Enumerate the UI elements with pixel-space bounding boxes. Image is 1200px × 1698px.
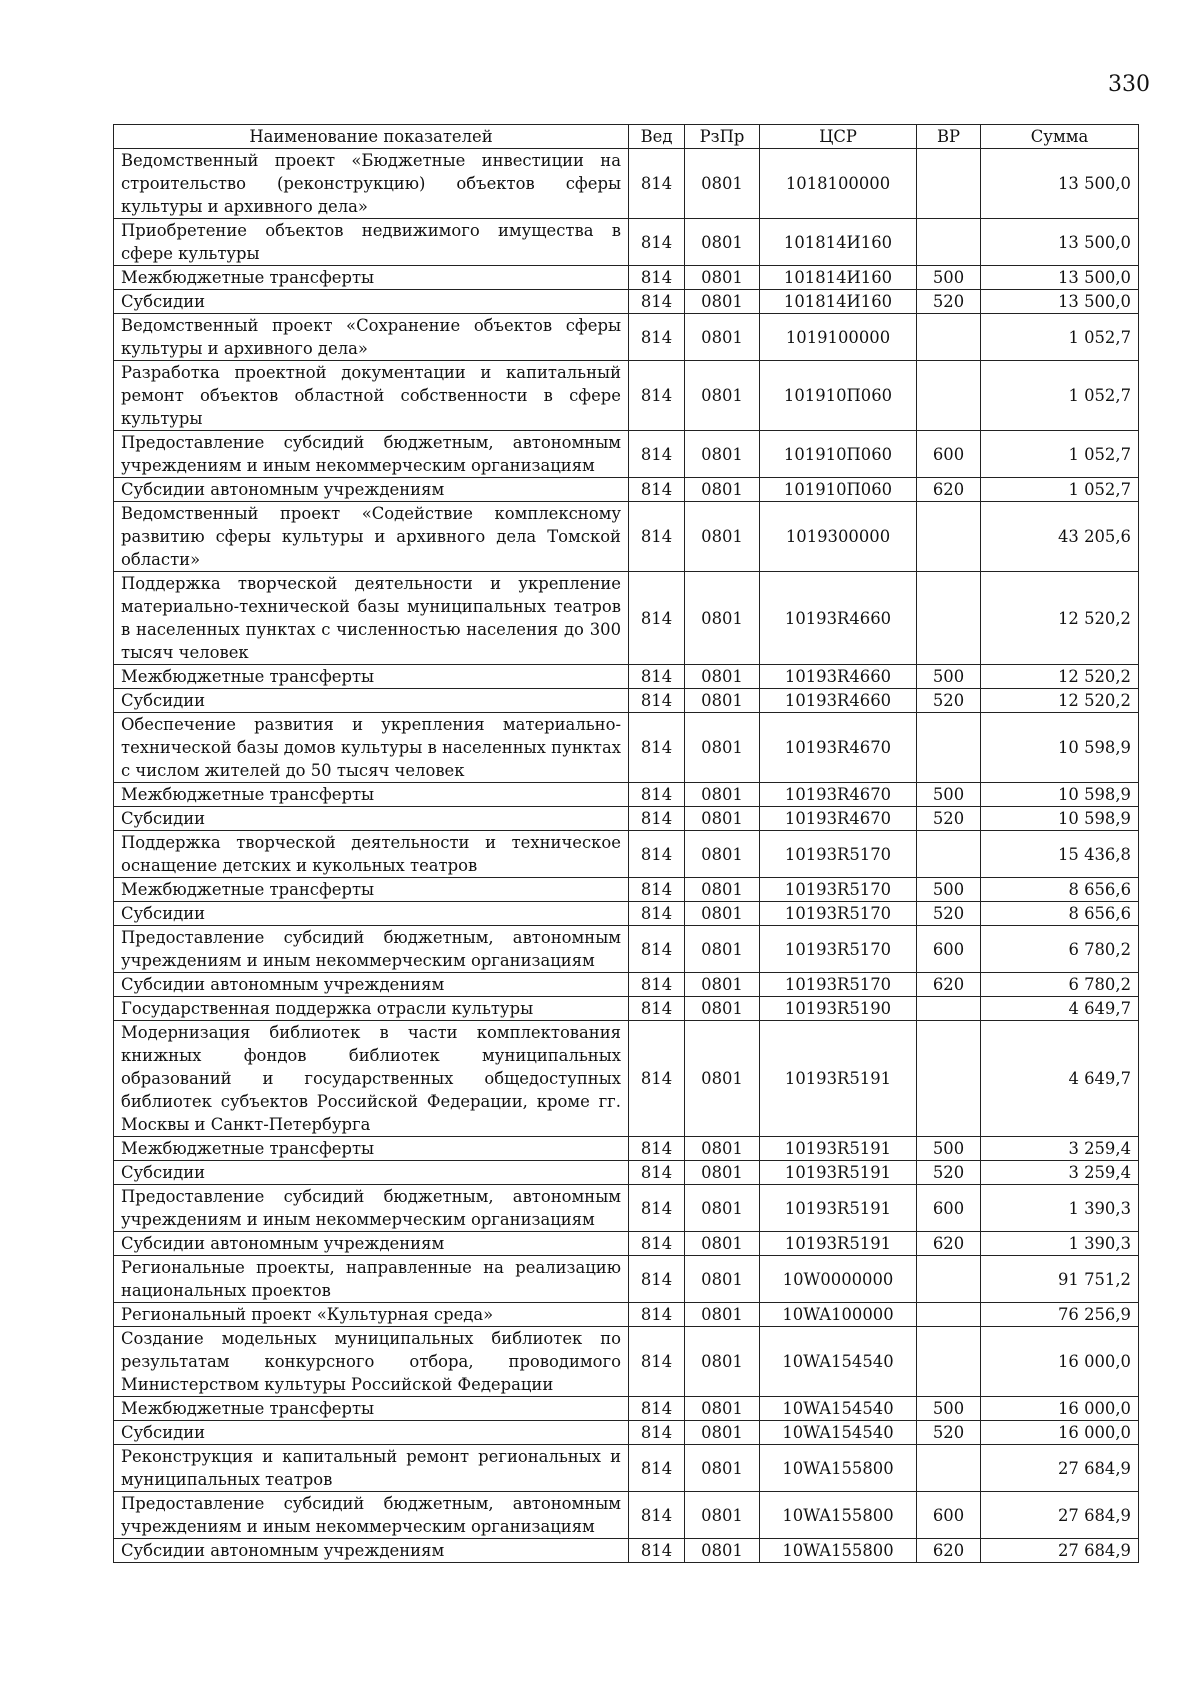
table-row [114, 478, 1139, 502]
header-ved: Вед [629, 125, 685, 149]
cell-sum: 27 684,9 [981, 1492, 1139, 1539]
cell-vr: 500 [917, 783, 981, 807]
cell-sum: 13 500,0 [981, 266, 1139, 290]
cell-vr: 500 [917, 266, 981, 290]
cell-vr: 620 [917, 1539, 981, 1563]
cell-csr: 10193R4670 [760, 807, 917, 831]
cell-name: Субсидии автономным учреждениям [114, 478, 629, 502]
cell-name: Государственная поддержка отрасли культуры [114, 997, 629, 1021]
cell-ved: 814 [629, 149, 685, 219]
cell-rzpr: 0801 [685, 1232, 760, 1256]
cell-ved: 814 [629, 831, 685, 878]
cell-name: Поддержка творческой деятельности и укрепление материально-технической базы муниципальных театров в населенных пунктах с численностью населения до 300 тысяч человек [114, 572, 629, 665]
cell-vr [917, 713, 981, 783]
table-row [114, 1232, 1139, 1256]
cell-rzpr: 0801 [685, 783, 760, 807]
cell-vr [917, 831, 981, 878]
cell-vr [917, 361, 981, 431]
table-row [114, 1161, 1139, 1185]
table-row [114, 572, 1139, 665]
cell-rzpr: 0801 [685, 997, 760, 1021]
table-row [114, 314, 1139, 361]
cell-rzpr: 0801 [685, 713, 760, 783]
cell-vr [917, 1327, 981, 1397]
cell-name: Межбюджетные трансферты [114, 878, 629, 902]
header-rzpr: РзПр [685, 125, 760, 149]
table-row [114, 1421, 1139, 1445]
cell-sum: 1 052,7 [981, 314, 1139, 361]
cell-sum: 1 052,7 [981, 431, 1139, 478]
cell-sum: 4 649,7 [981, 997, 1139, 1021]
cell-vr [917, 572, 981, 665]
cell-sum: 27 684,9 [981, 1539, 1139, 1563]
cell-name: Региональный проект «Культурная среда» [114, 1303, 629, 1327]
cell-vr: 600 [917, 1492, 981, 1539]
cell-csr: 101814И160 [760, 290, 917, 314]
cell-name: Субсидии [114, 689, 629, 713]
table-row [114, 266, 1139, 290]
cell-ved: 814 [629, 902, 685, 926]
cell-rzpr: 0801 [685, 149, 760, 219]
cell-rzpr: 0801 [685, 1421, 760, 1445]
cell-vr: 520 [917, 902, 981, 926]
cell-ved: 814 [629, 1161, 685, 1185]
cell-name: Субсидии [114, 902, 629, 926]
cell-rzpr: 0801 [685, 902, 760, 926]
table-row [114, 783, 1139, 807]
cell-vr: 500 [917, 878, 981, 902]
page-number: 330 [1108, 72, 1150, 97]
cell-csr: 10193R5170 [760, 926, 917, 973]
cell-sum: 10 598,9 [981, 783, 1139, 807]
cell-rzpr: 0801 [685, 290, 760, 314]
cell-sum: 43 205,6 [981, 502, 1139, 572]
table-row [114, 219, 1139, 266]
cell-csr: 1019300000 [760, 502, 917, 572]
table-row [114, 1327, 1139, 1397]
cell-csr: 10WA154540 [760, 1397, 917, 1421]
cell-vr: 500 [917, 1397, 981, 1421]
cell-sum: 27 684,9 [981, 1445, 1139, 1492]
cell-rzpr: 0801 [685, 219, 760, 266]
cell-ved: 814 [629, 973, 685, 997]
cell-csr: 10WA155800 [760, 1492, 917, 1539]
cell-vr: 600 [917, 926, 981, 973]
cell-sum: 6 780,2 [981, 926, 1139, 973]
cell-rzpr: 0801 [685, 973, 760, 997]
cell-ved: 814 [629, 1232, 685, 1256]
table-row [114, 1539, 1139, 1563]
cell-rzpr: 0801 [685, 1303, 760, 1327]
cell-sum: 1 390,3 [981, 1185, 1139, 1232]
cell-vr [917, 149, 981, 219]
cell-rzpr: 0801 [685, 314, 760, 361]
cell-sum: 12 520,2 [981, 665, 1139, 689]
cell-ved: 814 [629, 431, 685, 478]
cell-csr: 10193R4660 [760, 689, 917, 713]
cell-sum: 8 656,6 [981, 902, 1139, 926]
table-row [114, 502, 1139, 572]
cell-rzpr: 0801 [685, 361, 760, 431]
cell-csr: 10193R4670 [760, 713, 917, 783]
cell-name: Модернизация библиотек в части комплектования книжных фондов библиотек муниципальных образований и государственных общедоступных библиотек субъектов Российской Федерации, кроме гг. Москвы и Санкт-Петербурга [114, 1021, 629, 1137]
cell-rzpr: 0801 [685, 1161, 760, 1185]
table-row [114, 1137, 1139, 1161]
cell-sum: 15 436,8 [981, 831, 1139, 878]
cell-ved: 814 [629, 266, 685, 290]
cell-rzpr: 0801 [685, 1021, 760, 1137]
cell-ved: 814 [629, 689, 685, 713]
header-name: Наименование показателей [114, 125, 629, 149]
cell-sum: 12 520,2 [981, 572, 1139, 665]
table-row [114, 1397, 1139, 1421]
cell-name: Ведомственный проект «Содействие комплексному развитию сферы культуры и архивного дела Томской области» [114, 502, 629, 572]
cell-sum: 12 520,2 [981, 689, 1139, 713]
cell-ved: 814 [629, 290, 685, 314]
cell-name: Предоставление субсидий бюджетным, автономным учреждениям и иным некоммерческим организациям [114, 926, 629, 973]
cell-name: Региональные проекты, направленные на реализацию национальных проектов [114, 1256, 629, 1303]
cell-sum: 10 598,9 [981, 807, 1139, 831]
cell-name: Предоставление субсидий бюджетным, автономным учреждениям и иным некоммерческим организациям [114, 1492, 629, 1539]
cell-ved: 814 [629, 1492, 685, 1539]
cell-rzpr: 0801 [685, 1256, 760, 1303]
table-row [114, 1256, 1139, 1303]
cell-ved: 814 [629, 1397, 685, 1421]
cell-ved: 814 [629, 997, 685, 1021]
cell-sum: 1 390,3 [981, 1232, 1139, 1256]
table-row [114, 665, 1139, 689]
cell-csr: 1018100000 [760, 149, 917, 219]
cell-ved: 814 [629, 1539, 685, 1563]
cell-csr: 10193R4660 [760, 572, 917, 665]
cell-vr [917, 1256, 981, 1303]
table-row [114, 1492, 1139, 1539]
cell-sum: 16 000,0 [981, 1327, 1139, 1397]
cell-ved: 814 [629, 1137, 685, 1161]
table-row [114, 1445, 1139, 1492]
header-vr: ВР [917, 125, 981, 149]
cell-rzpr: 0801 [685, 266, 760, 290]
cell-ved: 814 [629, 1256, 685, 1303]
cell-ved: 814 [629, 572, 685, 665]
cell-vr [917, 219, 981, 266]
cell-csr: 10WA154540 [760, 1421, 917, 1445]
cell-sum: 4 649,7 [981, 1021, 1139, 1137]
cell-sum: 6 780,2 [981, 973, 1139, 997]
table-row [114, 878, 1139, 902]
cell-csr: 10WA100000 [760, 1303, 917, 1327]
cell-ved: 814 [629, 1445, 685, 1492]
cell-rzpr: 0801 [685, 1185, 760, 1232]
cell-name: Межбюджетные трансферты [114, 1137, 629, 1161]
cell-vr: 620 [917, 973, 981, 997]
cell-csr: 10193R4660 [760, 665, 917, 689]
cell-csr: 10193R5170 [760, 878, 917, 902]
cell-ved: 814 [629, 1021, 685, 1137]
cell-csr: 10WA155800 [760, 1445, 917, 1492]
cell-csr: 10W0000000 [760, 1256, 917, 1303]
cell-name: Разработка проектной документации и капитальный ремонт объектов областной собственности в сфере культуры [114, 361, 629, 431]
table-row [114, 926, 1139, 973]
cell-sum: 13 500,0 [981, 149, 1139, 219]
cell-rzpr: 0801 [685, 1137, 760, 1161]
cell-rzpr: 0801 [685, 926, 760, 973]
table-row [114, 1021, 1139, 1137]
cell-csr: 10193R5170 [760, 902, 917, 926]
table-row [114, 689, 1139, 713]
cell-csr: 101910П060 [760, 361, 917, 431]
table-row [114, 1185, 1139, 1232]
cell-ved: 814 [629, 1421, 685, 1445]
table-row [114, 290, 1139, 314]
cell-vr: 520 [917, 689, 981, 713]
cell-sum: 3 259,4 [981, 1137, 1139, 1161]
cell-csr: 10WA155800 [760, 1539, 917, 1563]
cell-name: Межбюджетные трансферты [114, 665, 629, 689]
cell-vr: 520 [917, 1161, 981, 1185]
cell-rzpr: 0801 [685, 878, 760, 902]
cell-name: Субсидии [114, 807, 629, 831]
cell-rzpr: 0801 [685, 1327, 760, 1397]
cell-csr: 1019100000 [760, 314, 917, 361]
cell-rzpr: 0801 [685, 807, 760, 831]
cell-name: Ведомственный проект «Бюджетные инвестиции на строительство (реконструкцию) объектов сферы культуры и архивного дела» [114, 149, 629, 219]
cell-rzpr: 0801 [685, 502, 760, 572]
cell-csr: 101910П060 [760, 478, 917, 502]
table-row [114, 973, 1139, 997]
cell-vr [917, 502, 981, 572]
cell-vr: 520 [917, 290, 981, 314]
cell-sum: 1 052,7 [981, 478, 1139, 502]
cell-rzpr: 0801 [685, 689, 760, 713]
cell-ved: 814 [629, 783, 685, 807]
cell-name: Обеспечение развития и укрепления материально-технической базы домов культуры в населенных пунктах с числом жителей до 50 тысяч человек [114, 713, 629, 783]
cell-ved: 814 [629, 807, 685, 831]
table-row [114, 997, 1139, 1021]
cell-sum: 13 500,0 [981, 219, 1139, 266]
cell-vr [917, 997, 981, 1021]
cell-name: Ведомственный проект «Сохранение объектов сферы культуры и архивного дела» [114, 314, 629, 361]
table-row [114, 902, 1139, 926]
cell-vr [917, 1445, 981, 1492]
cell-rzpr: 0801 [685, 1445, 760, 1492]
cell-ved: 814 [629, 219, 685, 266]
table-row [114, 361, 1139, 431]
cell-rzpr: 0801 [685, 1397, 760, 1421]
cell-sum: 91 751,2 [981, 1256, 1139, 1303]
cell-vr: 600 [917, 1185, 981, 1232]
cell-csr: 10193R5170 [760, 973, 917, 997]
cell-ved: 814 [629, 1327, 685, 1397]
cell-csr: 10193R5190 [760, 997, 917, 1021]
table-row [114, 431, 1139, 478]
cell-sum: 16 000,0 [981, 1421, 1139, 1445]
cell-rzpr: 0801 [685, 831, 760, 878]
cell-name: Субсидии [114, 1161, 629, 1185]
cell-vr: 500 [917, 1137, 981, 1161]
cell-vr [917, 1303, 981, 1327]
cell-ved: 814 [629, 926, 685, 973]
cell-sum: 8 656,6 [981, 878, 1139, 902]
budget-table [113, 124, 1139, 1563]
cell-name: Предоставление субсидий бюджетным, автономным учреждениям и иным некоммерческим организациям [114, 1185, 629, 1232]
cell-name: Поддержка творческой деятельности и техническое оснащение детских и кукольных театров [114, 831, 629, 878]
table-row [114, 807, 1139, 831]
cell-vr: 520 [917, 807, 981, 831]
table-row [114, 713, 1139, 783]
cell-rzpr: 0801 [685, 1539, 760, 1563]
cell-sum: 3 259,4 [981, 1161, 1139, 1185]
cell-rzpr: 0801 [685, 478, 760, 502]
cell-vr: 620 [917, 1232, 981, 1256]
cell-name: Субсидии автономным учреждениям [114, 973, 629, 997]
header-sum: Сумма [981, 125, 1139, 149]
cell-name: Предоставление субсидий бюджетным, автономным учреждениям и иным некоммерческим организациям [114, 431, 629, 478]
cell-ved: 814 [629, 361, 685, 431]
cell-csr: 10193R5191 [760, 1137, 917, 1161]
cell-csr: 10193R5191 [760, 1185, 917, 1232]
cell-ved: 814 [629, 1185, 685, 1232]
cell-name: Приобретение объектов недвижимого имущества в сфере культуры [114, 219, 629, 266]
cell-name: Реконструкция и капитальный ремонт региональных и муниципальных театров [114, 1445, 629, 1492]
cell-name: Межбюджетные трансферты [114, 1397, 629, 1421]
cell-ved: 814 [629, 478, 685, 502]
cell-vr: 500 [917, 665, 981, 689]
cell-csr: 10193R5191 [760, 1232, 917, 1256]
cell-vr: 520 [917, 1421, 981, 1445]
cell-csr: 101910П060 [760, 431, 917, 478]
cell-sum: 76 256,9 [981, 1303, 1139, 1327]
header-csr: ЦСР [760, 125, 917, 149]
cell-name: Субсидии автономным учреждениям [114, 1539, 629, 1563]
cell-csr: 10193R4670 [760, 783, 917, 807]
cell-ved: 814 [629, 878, 685, 902]
cell-ved: 814 [629, 713, 685, 783]
cell-ved: 814 [629, 314, 685, 361]
table-row [114, 1303, 1139, 1327]
cell-vr [917, 314, 981, 361]
cell-ved: 814 [629, 665, 685, 689]
cell-vr [917, 1021, 981, 1137]
cell-csr: 10WA154540 [760, 1327, 917, 1397]
cell-vr: 620 [917, 478, 981, 502]
cell-rzpr: 0801 [685, 431, 760, 478]
table-row [114, 149, 1139, 219]
cell-vr: 600 [917, 431, 981, 478]
cell-name: Субсидии [114, 1421, 629, 1445]
cell-csr: 10193R5170 [760, 831, 917, 878]
cell-name: Создание модельных муниципальных библиотек по результатам конкурсного отбора, проводимого Министерством культуры Российской Федерации [114, 1327, 629, 1397]
cell-name: Межбюджетные трансферты [114, 266, 629, 290]
cell-csr: 101814И160 [760, 219, 917, 266]
cell-rzpr: 0801 [685, 1492, 760, 1539]
table-row [114, 831, 1139, 878]
cell-name: Субсидии автономным учреждениям [114, 1232, 629, 1256]
cell-csr: 10193R5191 [760, 1161, 917, 1185]
cell-sum: 1 052,7 [981, 361, 1139, 431]
cell-name: Межбюджетные трансферты [114, 783, 629, 807]
cell-name: Субсидии [114, 290, 629, 314]
cell-rzpr: 0801 [685, 572, 760, 665]
cell-rzpr: 0801 [685, 665, 760, 689]
cell-csr: 10193R5191 [760, 1021, 917, 1137]
cell-ved: 814 [629, 1303, 685, 1327]
cell-ved: 814 [629, 502, 685, 572]
header-row [114, 125, 1139, 149]
cell-sum: 13 500,0 [981, 290, 1139, 314]
cell-csr: 101814И160 [760, 266, 917, 290]
cell-sum: 10 598,9 [981, 713, 1139, 783]
cell-sum: 16 000,0 [981, 1397, 1139, 1421]
